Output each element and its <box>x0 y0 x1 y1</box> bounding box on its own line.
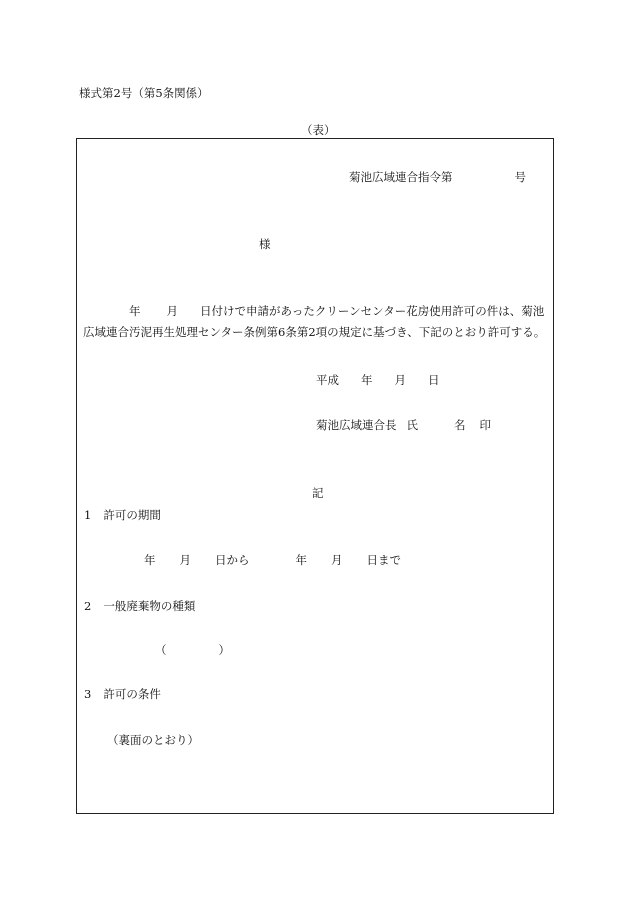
item-1-heading <box>84 507 161 523</box>
item-2-heading <box>84 598 195 614</box>
permit-period-line <box>144 552 401 568</box>
period-to-month: 月 <box>331 553 343 567</box>
conditions-note: （裏面のとおり） <box>107 733 199 747</box>
period-to-day: 日まで <box>366 553 401 567</box>
issue-date-year: 年 <box>361 373 373 387</box>
waste-type-close-paren: ） <box>218 643 230 657</box>
document-number-prefix: 菊池広域連合指令第 <box>349 170 453 184</box>
item-1-number: 1 <box>84 508 92 522</box>
issue-date-month: 月 <box>394 373 406 387</box>
period-from-day: 日から <box>215 553 250 567</box>
body-month-label: 月 <box>166 304 178 318</box>
ki-heading: 記 <box>312 486 324 500</box>
period-from-year: 年 <box>144 553 156 567</box>
document-number-suffix: 号 <box>514 170 526 184</box>
item-1-title: 許可の期間 <box>103 508 161 522</box>
front-side-label: （表） <box>301 123 336 137</box>
issue-date <box>316 372 440 388</box>
period-from-month: 月 <box>179 553 191 567</box>
item-2-title: 一般廃棄物の種類 <box>103 599 196 613</box>
item-3-number: 3 <box>84 687 92 701</box>
body-line-2: 広域連合汚泥再生処理センター条例第6条第2項の規定に基づき、下記のとおり許可する。 <box>83 325 546 339</box>
permit-form-box <box>76 138 554 814</box>
issuer-title: 菊池広域連合長 <box>316 418 397 432</box>
item-3-title: 許可の条件 <box>103 687 161 701</box>
body-year-label: 年 <box>129 304 141 318</box>
seal-mark: 印 <box>479 418 491 432</box>
issuer-name-suffix: 名 <box>454 418 466 432</box>
permit-body-paragraph <box>83 301 553 343</box>
waste-type-blank <box>155 642 230 658</box>
document-number <box>349 169 526 185</box>
body-line-1-text: 日付けで申請があったクリーンセンター花房使用許可の件は、菊池 <box>200 304 545 318</box>
item-2-number: 2 <box>84 599 92 613</box>
body-line-1 <box>83 301 553 322</box>
form-number-label: 様式第2号（第5条関係） <box>79 86 209 100</box>
issue-date-era: 平成 <box>316 373 339 387</box>
waste-type-open-paren: （ <box>155 643 167 657</box>
item-3-heading <box>84 686 161 702</box>
issuer-signature-line <box>316 417 491 433</box>
period-to-year: 年 <box>295 553 307 567</box>
addressee-honorific: 様 <box>259 237 271 251</box>
issue-date-day: 日 <box>428 373 440 387</box>
issuer-name-prefix: 氏 <box>406 418 418 432</box>
